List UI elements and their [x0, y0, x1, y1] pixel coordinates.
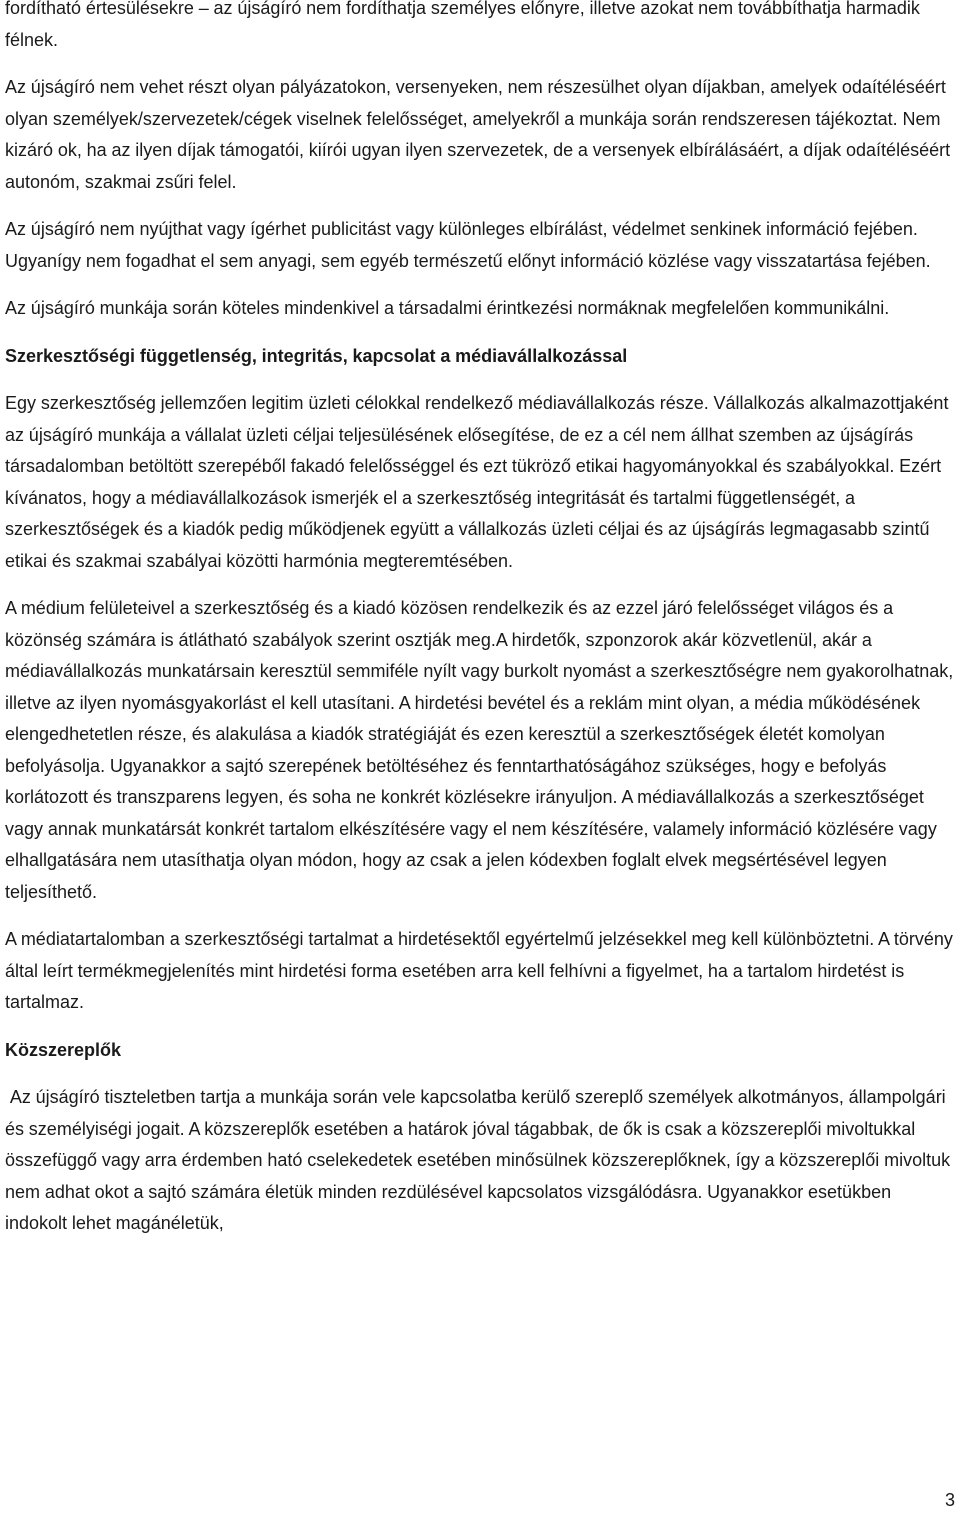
- page-number: 3: [944, 1490, 955, 1510]
- document-page: [5, 0, 955, 1240]
- paragraph-advertising-separation: A médiatartalomban a szerkesztőségi tartalmat a hirdetésektől egyértelmű jelzésekkel meg kell különböztetni. A törvény által leírt termékmegjelenítés mint hirdetési forma esetében arra kell felhívni a figyelmet, ha a tartalom hirdetést is tartalmaz.: [5, 929, 953, 1012]
- paragraph-advertisers: A médium felületeivel a szerkesztőség és a kiadó közösen rendelkezik és az ezzel járó felelősséget világos és a közönség számára is átlátható szabályok szerint osztják meg.A hirdetők, szponzorok akár közvetlenül, akár a médiavállalkozás munkatársain keresztül semmiféle nyílt vagy burkolt nyomást a szerkesztőségre nem gyakorolhatnak, illetve az ilyen nyomásgyakorlást el kell utasítani. A hirdetési bevétel és a reklám mint olyan, a média működésének elengedhetetlen része, és alakulása a kiadók stratégiáját és ezen keresztül a szerkesztőségek életét komolyan befolyásolja. Ugyanakkor a sajtó szerepének betöltéséhez és fenntarthatóságához szükséges, hogy e befolyás korlátozott és transzparens legyen, és soha ne konkrét közlésekre irányuljon. A médiavállalkozás a szerkesztőséget vagy annak munkatársát konkrét tartalom elkészítésére vagy el nem készítésére, valamely információ közlésére vagy elhallgatására nem utasíthatja olyan módon, hogy az csak a jelen kódexben foglalt elvek megsértésével legyen teljesíthető.: [5, 598, 954, 902]
- paragraph-publicity: Az újságíró nem nyújthat vagy ígérhet publicitást vagy különleges elbírálást, védelmet senkinek információ fejében. Ugyanígy nem fogadhat el sem anyagi, sem egyéb természetű előnyt információ közlése vagy visszatartása fejében.: [5, 219, 931, 271]
- paragraph-competitions: Az újságíró nem vehet részt olyan pályázatokon, versenyeken, nem részesülhet olyan díjakban, amelyek odaítéléséért olyan személyek/szervezetek/cégek viselnek felelősséget, amelyekről a munkája során rendszeresen tájékoztat. Nem kizáró ok, ha az ilyen díjak támogatói, kiírói ugyan ilyen szervezetek, de a versenyek elbírálásáért, a díjak odaítéléséért autonóm, szakmai zsűri felel.: [5, 77, 951, 192]
- paragraph-continuation: fordítható értesülésekre – az újságíró nem fordíthatja személyes előnyre, illetve azokat nem továbbíthatja harmadik félnek.: [5, 0, 920, 50]
- paragraph-media-enterprise: Egy szerkesztőség jellemzően legitim üzleti célokkal rendelkező médiavállalkozás része. Vállalkozás alkalmazottjaként az újságíró munkája a vállalat üzleti céljai teljesülésének elősegítése, de ez a cél nem állhat szemben az újságírás társadalomban betöltött szerepéből fakadó felelősséggel és ezt tükröző etikai hagyományokkal és szabályokkal. Ezért kívánatos, hogy a médiavállalkozások ismerjék el a szerkesztőség integritását és tartalmi függetlenségét, a szerkesztőségek és a kiadók pedig működjenek együtt a vállalkozás üzleti céljai és az újságírás legmagasabb szintű etikai és szakmai szabályai közötti harmónia megteremtésében.: [5, 393, 949, 571]
- paragraph-communication: Az újságíró munkája során köteles mindenkivel a társadalmi érintkezési normáknak megfelelően kommunikálni.: [5, 298, 890, 318]
- paragraph-public-figures: Az újságíró tiszteletben tartja a munkája során vele kapcsolatba kerülő szereplő személyek alkotmányos, állampolgári és személyiségi jogait. A közszereplők esetében a határok jóval tágabbak, de ők is csak a közszereplői mivoltukkal összefüggő vagy arra érdemben ható cselekedetek esetében minősülnek közszereplőknek, így a közszereplői mivoltuk nem adhat okot a sajtó számára életük minden rezdülésével kapcsolatos vizsgálódásra. Ugyanakkor esetükben indokolt lehet magánéletük,: [5, 1087, 955, 1233]
- section-heading-public-figures: Közszereplők: [5, 1039, 122, 1060]
- section-heading-editorial-independence: Szerkesztőségi függetlenség, integritás, kapcsolat a médiavállalkozással: [5, 345, 628, 366]
